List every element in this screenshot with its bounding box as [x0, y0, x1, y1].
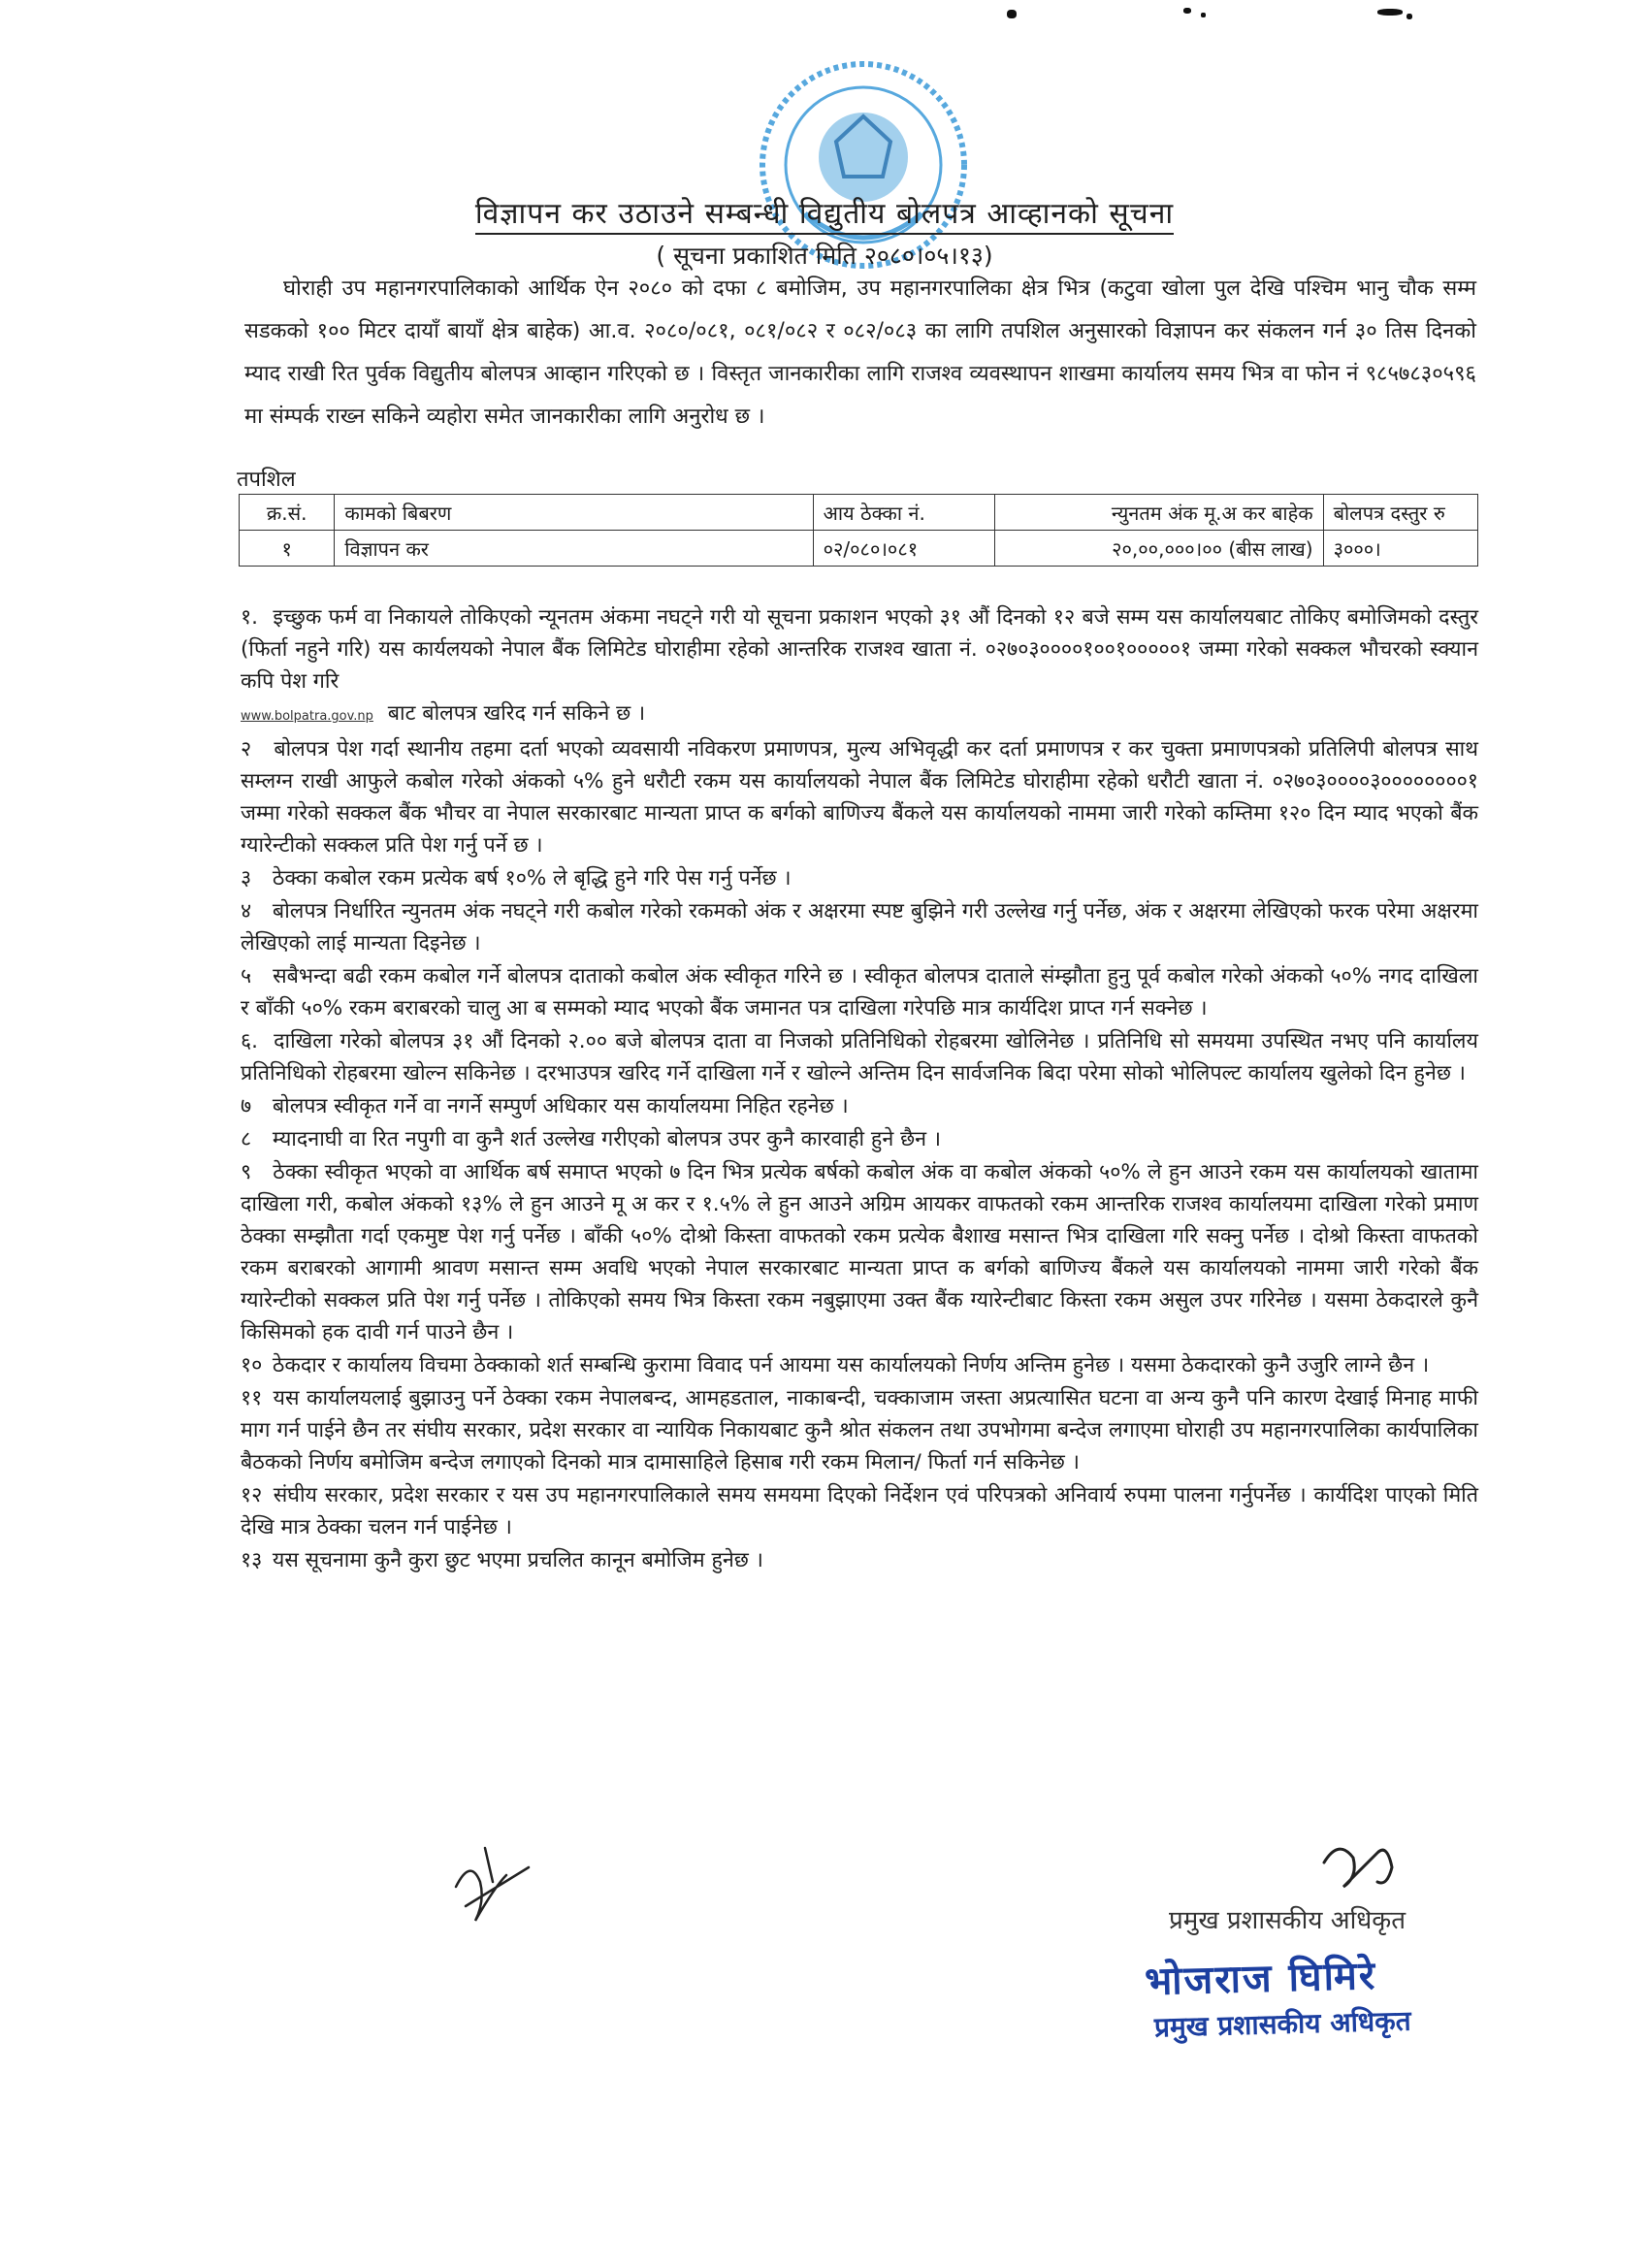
- officer-stamp-title: प्रमुख प्रशासकीय अधिकृत: [1153, 2004, 1411, 2044]
- clause-text: सबैभन्दा बढी रकम कबोल गर्ने बोलपत्र दाताको कबोल अंक स्वीकृत गरिने छ । स्वीकृत बोलपत्र दाताले संम्झौता हुनु पूर्व कबोल गरेको अंकको ५०% नगद दाखिला र बाँकी ५०% रकम बराबरको चालु आ ब सम्मको म्याद भएको बैंक जमानत पत्र दाखिला गरेपछि मात्र कार्यदिश प्राप्त गर्न सक्नेछ ।: [241, 964, 1479, 1021]
- clause-6: [241, 1025, 1478, 1089]
- clause-5: [241, 960, 1478, 1024]
- clause-number: १०: [241, 1353, 263, 1377]
- clause-text: यस सूचनामा कुनै कुरा छुट भएमा प्रचलित कानून बमोजिम हुनेछ ।: [272, 1548, 763, 1572]
- published-date: ( सूचना प्रकाशित मिति २०८०।०५।१३): [656, 242, 993, 270]
- col-header-sn: क्र.सं.: [240, 495, 335, 531]
- clause-number: ७: [241, 1094, 252, 1118]
- col-header-contract-no: आय ठेक्का नं.: [813, 495, 994, 531]
- clause-number: ६.: [241, 1029, 259, 1053]
- cell-bid-fee: ३०००।: [1323, 531, 1477, 567]
- cell-sn: १: [240, 531, 335, 567]
- clause-10: [241, 1349, 1478, 1381]
- clause-number: ५: [241, 964, 252, 988]
- clause-text: बोलपत्र पेश गर्दा स्थानीय तहमा दर्ता भएको व्यवसायी नविकरण प्रमाणपत्र, मुल्य अभिवृद्धी कर दर्ता प्रमाणपत्र र कर चुक्ता प्रमाणपत्रको प्रतिलिपी बोलपत्र साथ सम्लग्न राखी आफुले कबोल गरेको अंकको ५% हुने धरौटी रकम यस कार्यालयको नेपाल बैंक लिमिटेड घोराहीमा रहेको धरौटी खाता नं. ०२७०३००००३००००००००१ जम्मा गरेको सक्कल बैंक भौचर वा नेपाल सरकारबाट मान्यता प्राप्त क बर्गको बाणिज्य बैंकले यस कार्यालयको नाममा जारी गरेको कम्तिमा १२० दिन म्याद भएको बैंक ग्यारेन्टीको सक्कल प्रति पेश गर्नु पर्ने छ ।: [241, 737, 1478, 858]
- clause-number: २: [241, 737, 252, 761]
- clause-text: इच्छुक फर्म वा निकायले तोकिएको न्यूनतम अंकमा नघट्ने गरी यो सूचना प्रकाशन भएको ३१ औं दिनको १२ बजे सम्म यस कार्यालयबाट तोकिए बमोजिमको दस्तुर (फिर्ता नहुने गरि) यस कार्यलयको नेपाल बैंक लिमिटेड घोराहीमा रहेको आन्तरिक राजश्व खाता नं. ०२७०३००००१००१०००००१ जम्मा गरेको सक्कल भौचरको स्क्यान कपि पेश गरि: [241, 605, 1478, 694]
- clause-number: ९: [241, 1160, 252, 1184]
- cell-description: विज्ञापन कर: [335, 531, 813, 567]
- clause-number: १३: [241, 1548, 263, 1572]
- clause-11: [241, 1382, 1478, 1478]
- bolpatra-website-link[interactable]: www.bolpatra.gov.np: [241, 709, 373, 724]
- clause-text: ठेकदार र कार्यालय विचमा ठेक्काको शर्त सम्बन्धि कुरामा विवाद पर्न आयमा यस कार्यालयको निर्णय अन्तिम हुनेछ । यसमा ठेकदारको कुनै उजुरि लाग्ने छैन ।: [272, 1353, 1430, 1377]
- clause-text: दाखिला गरेको बोलपत्र ३१ औं दिनको २.०० बजे बोलपत्र दाता वा निजको प्रतिनिधिको रोहबरमा खोलिनेछ । प्रतिनिधि सो समयमा उपस्थित नभए पनि कार्यालय प्रतिनिधिको रोहबरमा खोल्न सकिनेछ । दरभाउपत्र खरिद गर्ने दाखिला गर्ने र खोल्ने अन्तिम दिन सार्वजनिक बिदा परेमा सोको भोलिपल्ट कार्यालय खुलेको दिन हुनेछ ।: [241, 1029, 1478, 1085]
- clause-text: बोलपत्र स्वीकृत गर्ने वा नगर्ने सम्पुर्ण अधिकार यस कार्यालयमा निहित रहनेछ ।: [272, 1094, 849, 1118]
- officer-signature-icon: [1310, 1824, 1406, 1901]
- clause-12: [241, 1479, 1478, 1543]
- officer-stamp-name: भोजराज घिमिरे: [1144, 1952, 1377, 2005]
- cell-contract-no: ०२/०८०।०८१: [813, 531, 994, 567]
- clause-number: ८: [241, 1127, 252, 1151]
- clause-text: बोलपत्र निर्धारित न्युनतम अंक नघट्ने गरी कबोल गरेको रकमको अंक र अक्षरमा स्पष्ट बुझिने गरी उल्लेख गर्नु पर्नेछ, अंक र अक्षरमा लेखिएको फरक परेमा अक्षरमा लेखिएको लाई मान्यता दिइनेछ ।: [241, 899, 1478, 956]
- intro-paragraph: घोराही उप महानगरपालिकाको आर्थिक ऐन २०८० को दफा ८ बमोजिम, उप महानगरपालिका क्षेत्र भित्र (कटुवा खोला पुल देखि पश्चिम भानु चौक सम्म सडकको १०० मिटर दायाँ बायाँ क्षेत्र बाहेक) आ.व. २०८०/०८१, ०८१/०८२ र ०८२/०८३ का लागि तपशिल अनुसारको विज्ञापन कर संकलन गर्न ३० तिस दिनको म्याद राखी रित पुर्वक विद्युतीय बोलपत्र आव्हान गरिएको छ । विस्तृत जानकारीका लागि राजश्व व्यवस्थापन शाखमा कार्यालय समय भित्र वा फोन नं ९८५७८३०५९६ मा संम्पर्क राख्न सकिने व्यहोरा समेत जानकारीका लागि अनुरोध छ ।: [244, 276, 1476, 429]
- clause-1: [241, 601, 1478, 732]
- clause-text: ठेक्का स्वीकृत भएको वा आर्थिक बर्ष समाप्त भएको ७ दिन भित्र प्रत्येक बर्षको कबोल अंक वा कबोल अंकको ५०% ले हुन आउने रकम यस कार्यालयको खातामा दाखिला गरी, कबोल अंकको १३% ले हुन आउने मू अ कर र १.५% ले हुन आउने अग्रिम आयकर वाफतको रकम आन्तरिक राजश्व कार्यालयमा दाखिला गरेको प्रमाण ठेक्का सम्झौता गर्दा एकमुष्ट पेश गर्नु पर्नेछ । बाँकी ५०% दोश्रो किस्ता वाफतको रकम प्रत्येक बैशाख मसान्त भित्र दाखिला गरि सक्नु पर्नेछ । दोश्रो किस्ता वाफतको रकम बराबरको आगामी श्रावण मसान्त सम्म अवधि भएको नेपाल सरकारबाट मान्यता प्राप्त क बर्गको बाणिज्य बैंकले यस कार्यालयको नाममा जारी गरेको बैंक ग्यारेन्टीको सक्कल प्रति पेश गर्नु पर्नेछ । तोकिएको समय भित्र किस्ता रकम नबुझाएमा उक्त बैंक ग्यारेन्टीबाट किस्ता रकम असुल उपर गरिनेछ । यसमा ठेकदारले कुनै किसिमको हक दावी गर्न पाउने छैन ।: [241, 1160, 1478, 1345]
- clause-3: [241, 862, 1478, 894]
- clause-number: १२: [241, 1483, 263, 1507]
- conditions-list: [241, 601, 1478, 1577]
- clause-13: [241, 1544, 1478, 1576]
- clause-8: [241, 1123, 1478, 1155]
- clause-4: [241, 895, 1478, 959]
- clause-text: यस कार्यालयलाई बुझाउनु पर्ने ठेक्का रकम नेपालबन्द, आमहडताल, नाकाबन्दी, चक्काजाम जस्ता अप्रत्यासित घटना वा अन्य कुनै पनि कारण देखाई मिनाह माफी माग गर्न पाईने छैन तर संघीय सरकार, प्रदेश सरकार वा न्यायिक निकायबाट कुनै श्रोत संकलन तथा उपभोगमा बन्देज लगाएमा घोराही उप महानगरपालिका कार्यपालिका बैठकको निर्णय बमोजिम बन्देज लगाएको दिनको मात्र दामासाहिले हिसाब गरी रकम मिलान/ फिर्ता गर्न सकिनेछ ।: [241, 1386, 1478, 1474]
- tender-table: [239, 494, 1478, 567]
- col-header-minimum-amount: न्युनतम अंक मू.अ कर बाहेक: [994, 495, 1323, 531]
- left-signature-icon: [436, 1829, 563, 1935]
- notice-title: विज्ञापन कर उठाउने सम्बन्धी विद्युतीय बोलपत्र आव्हानको सूचना: [0, 192, 1649, 232]
- cell-minimum-amount: २०,००,०००।०० (बीस लाख): [994, 531, 1323, 567]
- clause-number: ३: [241, 866, 252, 891]
- clause-number: १.: [241, 605, 259, 630]
- table-header-row: [240, 495, 1478, 531]
- clause-9: [241, 1156, 1478, 1348]
- clause-number: ४: [241, 899, 252, 923]
- clause-2: [241, 733, 1478, 861]
- col-header-description: कामको बिबरण: [335, 495, 813, 531]
- clause-number: ११: [241, 1386, 263, 1410]
- tapasil-label: तपशिल: [237, 468, 296, 492]
- clause-7: [241, 1090, 1478, 1122]
- officer-title: प्रमुख प्रशासकीय अधिकृत: [1169, 1906, 1406, 1935]
- clause-text-tail: बाट बोलपत्र खरिद गर्न सकिने छ ।: [387, 701, 646, 726]
- table-row: [240, 531, 1478, 567]
- clause-text: संघीय सरकार, प्रदेश सरकार र यस उप महानगरपालिकाले समय समयमा दिएको निर्देशन एवं परिपत्रको अनिवार्य रुपमा पालना गर्नुपर्नेछ । कार्यदिश पाएको मिति देखि मात्र ठेक्का चलन गर्न पाईनेछ ।: [241, 1483, 1478, 1539]
- scan-specks: [980, 6, 1426, 25]
- clause-text: म्यादनाघी वा रित नपुगी वा कुनै शर्त उल्लेख गरीएको बोलपत्र उपर कुनै कारवाही हुने छैन ।: [272, 1127, 942, 1151]
- col-header-bid-fee: बोलपत्र दस्तुर रु: [1323, 495, 1477, 531]
- clause-text: ठेक्का कबोल रकम प्रत्येक बर्ष १०% ले बृद्धि हुने गरि पेस गर्नु पर्नेछ ।: [272, 866, 792, 891]
